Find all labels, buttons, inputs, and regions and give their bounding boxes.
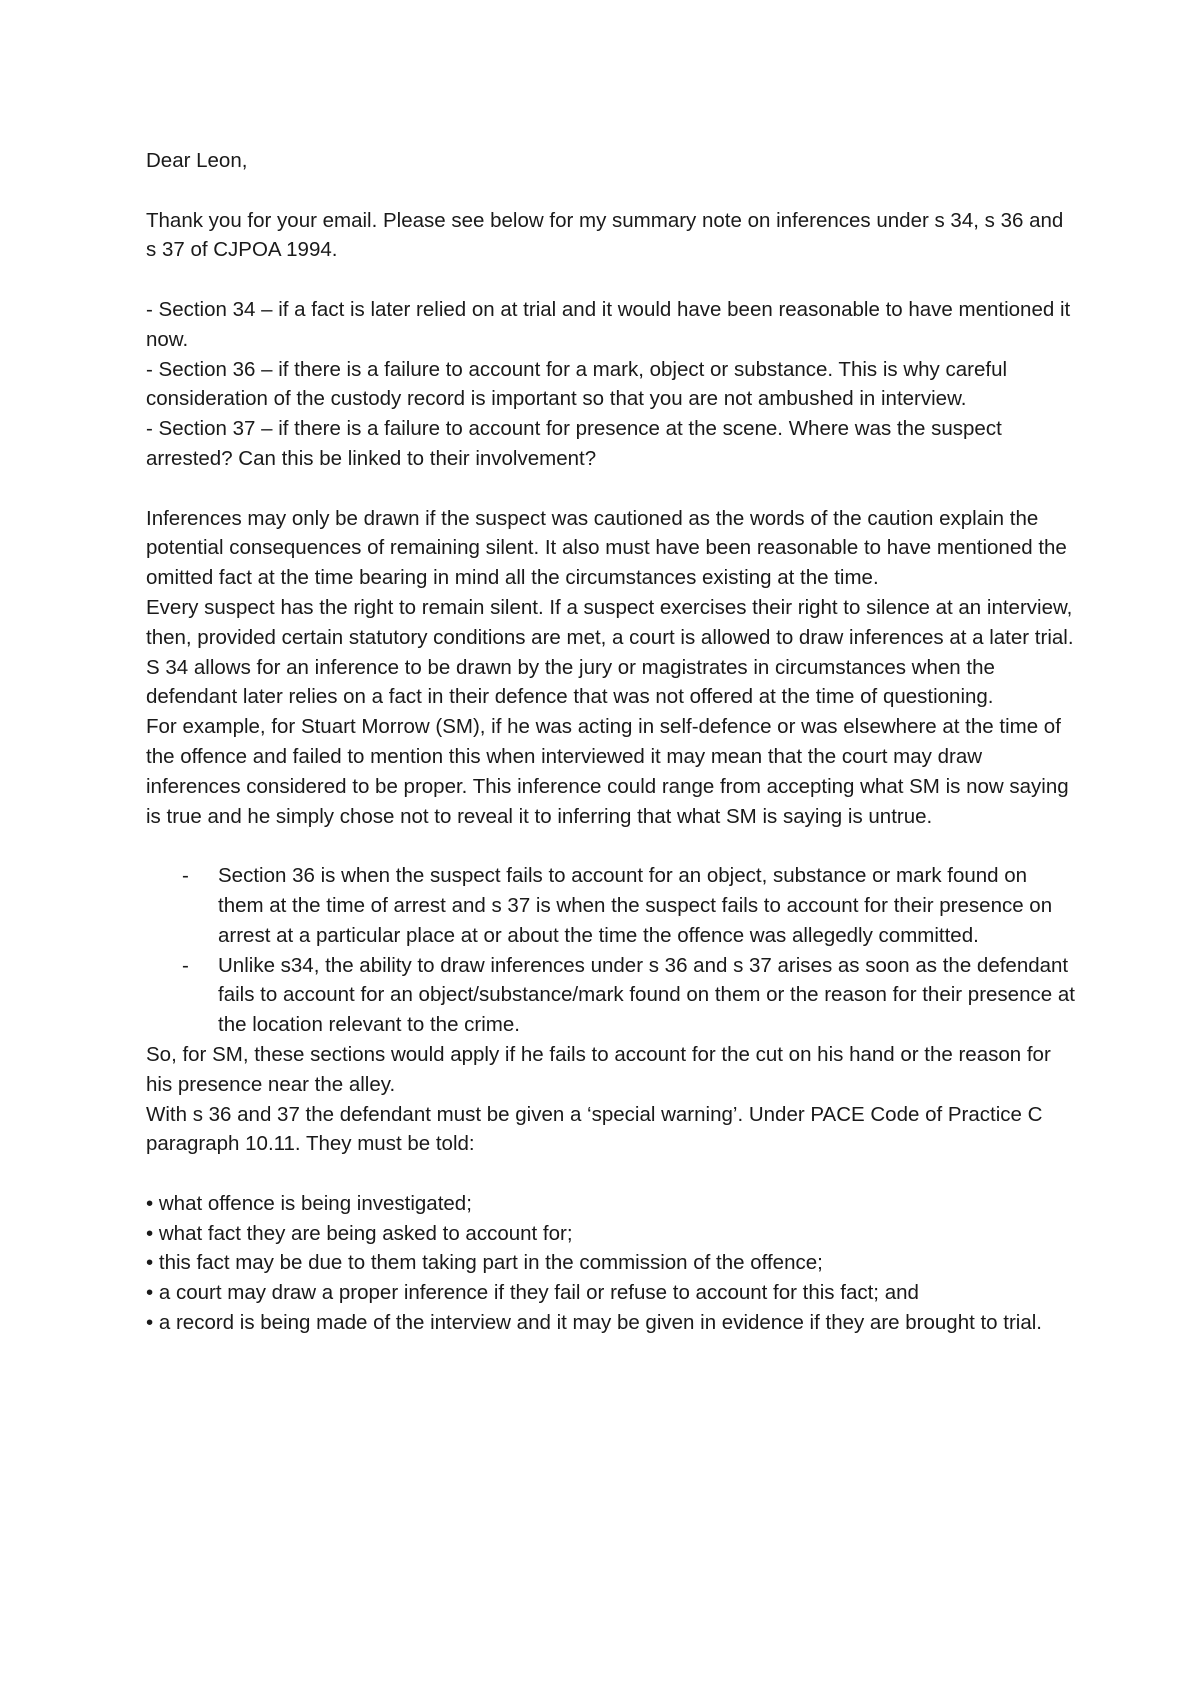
paragraph-example: For example, for Stuart Morrow (SM), if he was acting in self-defence or was elsewhere at the time of the offence and failed to mention this when interviewed it may mean that the court may draw inferences considered to be proper. This inference could range from accepting what SM is now saying is true and he simply chose not to reveal it to inferring that what SM is saying is untrue. <box>146 715 1069 828</box>
list-item: • a record is being made of the interview and it may be given in evidence if they are brought to trial. <box>146 1311 1043 1335</box>
section-34-summary: - Section 34 – if a fact is later relied on at trial and it would have been reasonable to have mentioned it now. <box>146 297 1071 351</box>
paragraph-caution: Inferences may only be drawn if the suspect was cautioned as the words of the caution explain the potential consequences of remaining silent. It also must have been reasonable to have mentioned the omitted fact at the time bearing in mind all the circumstances existing at the time. <box>146 506 1067 590</box>
list-item: • what fact they are being asked to account for; <box>146 1221 573 1245</box>
paragraph-sm-application: So, for SM, these sections would apply if he fails to account for the cut on his hand or the reason for his presence near the alley. <box>146 1042 1051 1096</box>
spacer <box>146 176 1076 206</box>
intro-paragraph: Thank you for your email. Please see below for my summary note on inferences under s 34, s 36 and s 37 of CJPOA 1994. <box>146 208 1064 262</box>
list-item: • this fact may be due to them taking part in the commission of the offence; <box>146 1251 823 1275</box>
dash-marker: - <box>182 864 189 888</box>
letter-body <box>146 146 1076 1338</box>
list-item <box>182 861 1076 950</box>
bullet-list <box>146 1189 1076 1338</box>
dash-marker: - <box>182 953 189 977</box>
dash-list <box>146 861 1076 1040</box>
salutation: Dear Leon, <box>146 149 248 172</box>
spacer <box>146 1159 1076 1189</box>
section-36-summary: - Section 36 – if there is a failure to account for a mark, object or substance. This is why careful consideration of the custody record is important so that you are not ambushed in interview. <box>146 357 1008 411</box>
paragraph-special-warning: With s 36 and 37 the defendant must be given a ‘special warning’. Under PACE Code of Practice C paragraph 10.11. They must be told: <box>146 1102 1043 1156</box>
section-37-summary: - Section 37 – if there is a failure to account for presence at the scene. Where was the suspect arrested? Can this be linked to their involvement? <box>146 417 1002 470</box>
list-item-text: Section 36 is when the suspect fails to account for an object, substance or mark found on them at the time of arrest and s 37 is when the suspect fails to account for their presence on arrest at a particular place at or about the time the offence was allegedly committed. <box>218 864 1053 947</box>
paragraph-s34: S 34 allows for an inference to be drawn by the jury or magistrates in circumstances when the defendant later relies on a fact in their defence that was not offered at the time of questioning. <box>146 655 995 709</box>
spacer <box>146 474 1076 504</box>
list-item: • what offence is being investigated; <box>146 1191 472 1215</box>
list-item: • a court may draw a proper inference if they fail or refuse to account for this fact; and <box>146 1281 919 1305</box>
list-item <box>182 951 1076 1040</box>
list-item-text: Unlike s34, the ability to draw inferences under s 36 and s 37 arises as soon as the defendant fails to account for an object/substance/mark found on them or the reason for their presence at the location relevant to the crime. <box>218 953 1075 1037</box>
spacer <box>146 831 1076 861</box>
spacer <box>146 265 1076 295</box>
paragraph-right-to-silence: Every suspect has the right to remain silent. If a suspect exercises their right to silence at an interview, then, provided certain statutory conditions are met, a court is allowed to draw inferences at a later trial. <box>146 595 1074 649</box>
